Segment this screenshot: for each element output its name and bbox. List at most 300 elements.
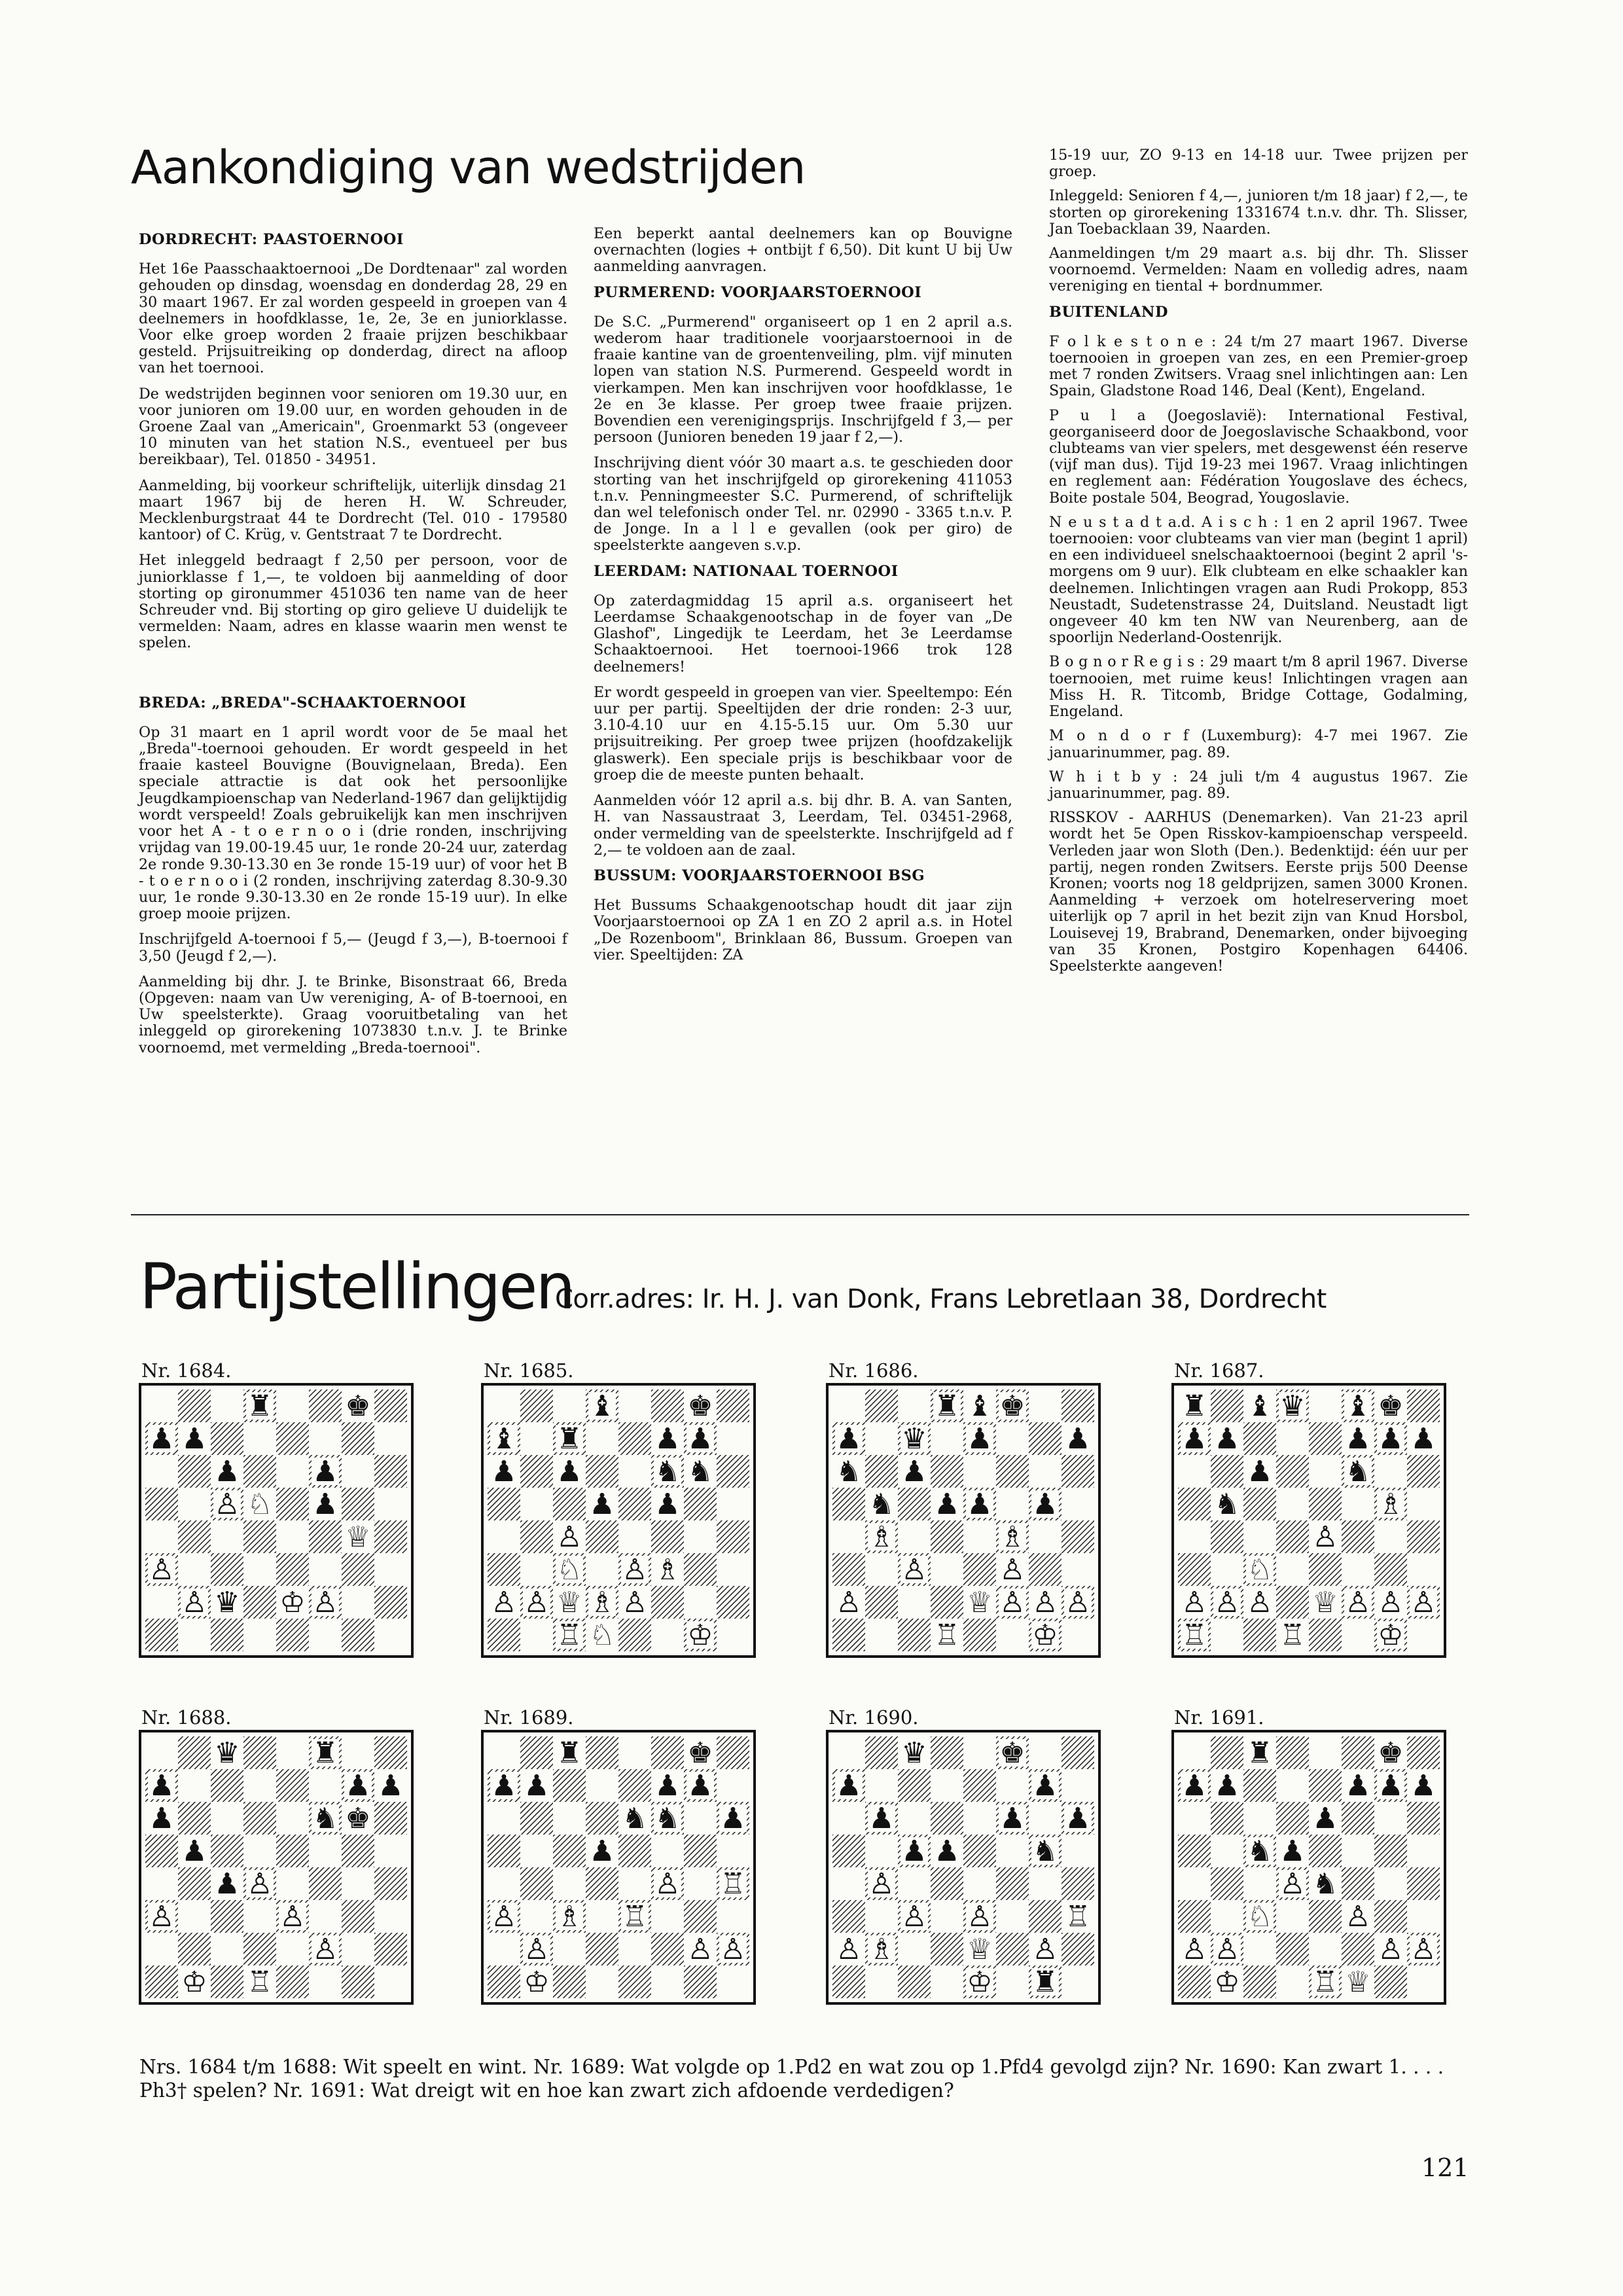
dark-square (717, 1455, 749, 1488)
dark-square (374, 1520, 407, 1553)
dark-square (520, 1390, 553, 1422)
dark-square (374, 1802, 407, 1835)
light-square (1276, 1422, 1309, 1455)
dark-square (865, 1390, 898, 1422)
white-pawn-icon: ♙ (654, 1867, 681, 1901)
light-square (1276, 1769, 1309, 1802)
white-pawn-icon: ♙ (967, 1900, 993, 1933)
dark-square (276, 1422, 309, 1455)
light-square (520, 1835, 553, 1867)
dark-square (309, 1520, 342, 1553)
light-square (374, 1619, 407, 1651)
light-square (898, 1520, 931, 1553)
light-square (898, 1390, 931, 1422)
dark-square (1342, 1802, 1374, 1835)
dark-square (618, 1488, 651, 1520)
light-square (1309, 1390, 1342, 1422)
dark-square (1309, 1619, 1342, 1651)
light-square (1178, 1802, 1211, 1835)
light-square (211, 1933, 243, 1965)
dark-square (1061, 1390, 1094, 1422)
light-square (898, 1867, 931, 1900)
white-pawn-icon: ♙ (312, 1933, 338, 1966)
black-queen-icon: ♛ (214, 1736, 240, 1770)
column-3 (1049, 147, 1468, 982)
light-square (931, 1900, 963, 1933)
correspondence-address: Corr.adres: Ir. H. J. van Donk, Frans Lebretlaan 38, Dordrecht (555, 1284, 1327, 1314)
dark-square (1342, 1933, 1374, 1965)
white-pawn-icon: ♙ (524, 1933, 550, 1966)
black-pawn-icon: ♟ (1214, 1422, 1240, 1456)
dark-square (520, 1520, 553, 1553)
light-square (145, 1455, 178, 1488)
dark-square (211, 1835, 243, 1867)
white-queen-icon: ♕ (1312, 1586, 1338, 1619)
white-pawn-icon: ♙ (1378, 1586, 1404, 1619)
white-pawn-icon: ♙ (901, 1900, 927, 1933)
black-pawn-icon: ♟ (934, 1488, 960, 1521)
dark-square (832, 1900, 865, 1933)
light-square (342, 1586, 374, 1619)
diagram-number: Nr. 1689. (484, 1706, 574, 1729)
light-square (618, 1736, 651, 1769)
dark-square (1374, 1965, 1407, 1998)
light-square (1407, 1900, 1440, 1933)
dark-square (1211, 1455, 1243, 1488)
light-square (309, 1965, 342, 1998)
white-pawn-icon: ♙ (524, 1586, 550, 1619)
white-queen-icon: ♕ (345, 1520, 371, 1554)
dark-square (931, 1520, 963, 1553)
light-square (520, 1619, 553, 1651)
black-knight-icon: ♞ (836, 1455, 862, 1488)
chess-board (481, 1383, 756, 1658)
dark-square (342, 1422, 374, 1455)
black-knight-icon: ♞ (622, 1802, 648, 1835)
black-pawn-icon: ♟ (181, 1422, 207, 1456)
light-square (684, 1867, 717, 1900)
paragraph: Er wordt gespeeld in groepen van vier. Speeltempo: Eén uur per partij. Speeltijden der drie ronden: 2-3 uur, 3.10-4.10 uur en 4.15-5.15 uur. Om 5.30 uur prijsuitreiking. Per groep twee prijzen (hoofdzakelijk glaswerk). Een speciale prijs is beschikbaar voor de groep die de meeste punten behaalt. (594, 683, 1012, 783)
black-rook-icon: ♜ (1032, 1965, 1058, 1999)
dark-square (1061, 1455, 1094, 1488)
white-bishop-icon: ♗ (868, 1520, 895, 1554)
dark-square (553, 1835, 586, 1867)
light-square (963, 1867, 996, 1900)
dark-square (1276, 1802, 1309, 1835)
paragraph: Op zaterdagmiddag 15 april a.s. organiseert het Leerdamse Schaakgenootschap in de foyer van „De Glashof", Lingedijk te Leerdam, het 3e Leerdamse Schaaktoernooi. Het toernooi-1966 trok 128 deelnemers! (594, 592, 1012, 675)
dark-square (178, 1736, 211, 1769)
dark-square (1276, 1736, 1309, 1769)
dark-square (1374, 1835, 1407, 1867)
dark-square (1243, 1488, 1276, 1520)
dark-square (1029, 1422, 1061, 1455)
black-pawn-icon: ♟ (1345, 1769, 1371, 1803)
light-square (1178, 1520, 1211, 1553)
dark-square (651, 1390, 684, 1422)
dark-square (374, 1455, 407, 1488)
black-knight-icon: ♞ (1345, 1455, 1371, 1488)
dark-square (1407, 1390, 1440, 1422)
light-square (488, 1520, 520, 1553)
dark-square (178, 1455, 211, 1488)
dark-square (1276, 1933, 1309, 1965)
black-bishop-icon: ♝ (967, 1390, 993, 1423)
light-square (1276, 1488, 1309, 1520)
white-pawn-icon: ♙ (901, 1553, 927, 1587)
black-pawn-icon: ♟ (868, 1802, 895, 1835)
black-king-icon: ♚ (687, 1390, 713, 1423)
black-knight-icon: ♞ (687, 1455, 713, 1488)
black-pawn-icon: ♟ (967, 1422, 993, 1456)
dark-square (684, 1900, 717, 1933)
dark-square (1178, 1965, 1211, 1998)
black-pawn-icon: ♟ (491, 1455, 517, 1488)
light-square (717, 1769, 749, 1802)
light-square (1374, 1802, 1407, 1835)
light-square (276, 1520, 309, 1553)
white-pawn-icon: ♙ (999, 1586, 1026, 1619)
dark-square (618, 1835, 651, 1867)
light-square (1029, 1736, 1061, 1769)
dark-square (618, 1619, 651, 1651)
light-square (996, 1965, 1029, 1998)
announcements-title: Aankondiging van wedstrijden (131, 141, 806, 194)
dark-square (1178, 1835, 1211, 1867)
white-rook-icon: ♖ (1065, 1900, 1091, 1933)
dark-square (1374, 1900, 1407, 1933)
dark-square (488, 1619, 520, 1651)
white-pawn-icon: ♙ (491, 1900, 517, 1933)
light-square (931, 1553, 963, 1586)
light-square (243, 1835, 276, 1867)
paragraph: Aanmelding bij dhr. J. te Brinke, Bisonstraat 66, Breda (Opgeven: naam van Uw vereniging, A- of B-toernooi, en Uw speelsterkte). Graag vooruitbetaling van het inleggeld op girorekening 1073830 t.n.v. J. te Brinke voornoemd, met vermelding „Breda-toernooi". (139, 973, 567, 1056)
dark-square (342, 1835, 374, 1867)
light-square (1178, 1867, 1211, 1900)
dark-square (309, 1390, 342, 1422)
dark-square (1407, 1867, 1440, 1900)
light-square (832, 1736, 865, 1769)
section-divider (131, 1214, 1469, 1215)
black-pawn-icon: ♟ (1279, 1835, 1306, 1868)
light-square (832, 1867, 865, 1900)
paragraph: F o l k e s t o n e : 24 t/m 27 maart 1967. Diverse toernooien in groepen van zes, en een Premier-groep met 7 ronden Zwitsers. Vraag snel inlichtingen aan: Len Spain, Gladstone Road 146, Deal (Kent), Engeland. (1049, 332, 1468, 400)
black-pawn-icon: ♟ (181, 1835, 207, 1868)
diagram-2 (481, 1358, 776, 1658)
black-knight-icon: ♞ (654, 1802, 681, 1835)
dark-square (276, 1488, 309, 1520)
light-square (651, 1965, 684, 1998)
white-pawn-icon: ♙ (1065, 1586, 1091, 1619)
dark-square (1309, 1422, 1342, 1455)
dark-square (553, 1769, 586, 1802)
black-pawn-icon: ♟ (654, 1769, 681, 1803)
light-square (309, 1835, 342, 1867)
white-rook-icon: ♖ (1279, 1619, 1306, 1652)
white-pawn-icon: ♙ (1181, 1586, 1207, 1619)
black-pawn-icon: ♟ (378, 1769, 404, 1803)
light-square (309, 1422, 342, 1455)
white-pawn-icon: ♙ (836, 1586, 862, 1619)
dark-square (1407, 1455, 1440, 1488)
white-rook-icon: ♖ (622, 1900, 648, 1933)
paragraph: Op 31 maart en 1 april wordt voor de 5e maal het „Breda"-toernooi gehouden. Er wordt gespeeld in het fraaie kasteel Bouvigne (Bouvignelaan, Breda). Een speciale attractie is dat ook het persoonlijke Jeugdkampioenschap van Nederland-1967 dan gelijktijdig wordt verspeeld! Zoals gebruikelijk kan men inschrijven voor het A - t o e r n o o i (drie ronden, inschrijving vrijdag van 19.00-19.45 uur, 1e ronde 20-24 uur, zaterdag 2e ronde 9.30-13.30 en 3e ronde 15-19 uur) of voor het B - t o e r n o o i (2 ronden, inschrijving zaterdag 8.30-9.30 uur, 1e ronde 9.30-13.30 en 2e ronde 15-19 uur). In elke groep mooie prijzen. (139, 723, 567, 923)
light-square (865, 1835, 898, 1867)
light-square (211, 1802, 243, 1835)
light-square (1243, 1520, 1276, 1553)
dark-square (931, 1933, 963, 1965)
dark-square (1029, 1553, 1061, 1586)
black-king-icon: ♚ (1378, 1390, 1404, 1423)
black-pawn-icon: ♟ (312, 1488, 338, 1521)
light-square (651, 1619, 684, 1651)
light-square (178, 1488, 211, 1520)
light-square (931, 1769, 963, 1802)
white-king-icon: ♔ (687, 1619, 713, 1652)
light-square (963, 1736, 996, 1769)
light-square (488, 1390, 520, 1422)
dark-square (1061, 1736, 1094, 1769)
white-pawn-icon: ♙ (181, 1586, 207, 1619)
white-pawn-icon: ♙ (279, 1900, 306, 1933)
light-square (1061, 1488, 1094, 1520)
black-bishop-icon: ♝ (1345, 1390, 1371, 1423)
paragraph: B o g n o r R e g i s : 29 maart t/m 8 april 1967. Diverse toernooien, met ruime keus! Inlichtingen vragen aan Miss H. R. Titcomb, Bridge Cottage, Godalming, Engeland. (1049, 653, 1468, 721)
light-square (1407, 1553, 1440, 1586)
light-square (1061, 1835, 1094, 1867)
light-square (243, 1422, 276, 1455)
light-square (898, 1802, 931, 1835)
light-square (963, 1520, 996, 1553)
black-bishop-icon: ♝ (589, 1390, 615, 1423)
light-square (996, 1422, 1029, 1455)
light-square (520, 1488, 553, 1520)
dark-square (832, 1553, 865, 1586)
dark-square (211, 1422, 243, 1455)
light-square (1407, 1965, 1440, 1998)
diagram-number: Nr. 1685. (484, 1359, 574, 1382)
dark-square (865, 1736, 898, 1769)
diagram-3 (826, 1358, 1120, 1658)
light-square (309, 1900, 342, 1933)
dark-square (586, 1520, 618, 1553)
light-square (488, 1736, 520, 1769)
white-queen-icon: ♕ (967, 1586, 993, 1619)
light-square (243, 1619, 276, 1651)
dark-square (963, 1769, 996, 1802)
black-pawn-icon: ♟ (1032, 1769, 1058, 1803)
light-square (145, 1586, 178, 1619)
white-pawn-icon: ♙ (1247, 1586, 1273, 1619)
dark-square (1243, 1769, 1276, 1802)
white-pawn-icon: ♙ (149, 1900, 175, 1933)
dark-square (520, 1736, 553, 1769)
black-knight-icon: ♞ (1032, 1835, 1058, 1868)
dark-square (832, 1619, 865, 1651)
light-square (178, 1553, 211, 1586)
dark-square (865, 1455, 898, 1488)
dark-square (963, 1553, 996, 1586)
light-square (1178, 1455, 1211, 1488)
dark-square (211, 1553, 243, 1586)
white-queen-icon: ♕ (1345, 1965, 1371, 1999)
dark-square (996, 1455, 1029, 1488)
light-square (374, 1900, 407, 1933)
light-square (1061, 1769, 1094, 1802)
black-pawn-icon: ♟ (589, 1835, 615, 1868)
dark-square (586, 1736, 618, 1769)
light-square (832, 1520, 865, 1553)
black-pawn-icon: ♟ (1181, 1769, 1207, 1803)
dark-square (520, 1455, 553, 1488)
black-king-icon: ♚ (1378, 1736, 1404, 1770)
paragraph: N e u s t a d t a.d. A i s c h : 1 en 2 april 1967. Twee toernooien: voor clubteams van vier man (begint 1 april) en een individueel snelschaaktoernooi (begint 2 april 's-morgens om 9 uur). Elk clubteam en elke schaakler kan deelnemen. Inlichtingen vragen aan Rudi Prokopp, 853 Neustadt, Sudetenstrasse 24, Duitsland. Neustadt ligt ongeveer 40 km ten NW van Neurenberg, aan de spoorlijn Nederland-Oostenrijk. (1049, 513, 1468, 647)
light-square (865, 1553, 898, 1586)
dark-square (931, 1736, 963, 1769)
chess-board (1171, 1383, 1446, 1658)
light-square (553, 1867, 586, 1900)
paragraph: Het inleggeld bedraagt f 2,50 per persoon, voor de juniorklasse f 1,—, te voldoen bij aanmelding of door storting op gironummer 451036 ten name van de heer Schreuder vnd. Bij storting op giro gelieve U duidelijk te vermelden: Naam, adres en klasse waarin men wenst te spelen. (139, 552, 567, 652)
black-king-icon: ♚ (687, 1736, 713, 1770)
white-king-icon: ♔ (1378, 1619, 1404, 1652)
dark-square (618, 1422, 651, 1455)
light-square (211, 1390, 243, 1422)
section-heading: DORDRECHT: PAASTOERNOOI (139, 231, 404, 248)
light-square (145, 1390, 178, 1422)
dark-square (1276, 1586, 1309, 1619)
dark-square (618, 1769, 651, 1802)
light-square (145, 1736, 178, 1769)
dark-square (931, 1867, 963, 1900)
diagram-number: Nr. 1684. (141, 1359, 232, 1382)
light-square (717, 1965, 749, 1998)
dark-square (1061, 1867, 1094, 1900)
paragraph: RISSKOV - AARHUS (Denemarken). Van 21-23 april wordt het 5e Open Risskov-kampioenschap verspeeld. Verleden jaar won Sloth (Den.). Bedenktijd: één uur per partij, negen ronden Zwitsers. Eerste prijs 500 Deense Kronen; voorts nog 18 geldprijzen, samen 3000 Kronen. Aanmelding + verzoek om hotelreservering moet uiterlijk op 7 april in het bezit zijn van Knud Horsbol, Louisevej 19, Brabrand, Denemarken, onder bijvoeging van 35 Kronen, Postgiro Kopenhagen 64406. Speelsterkte aangeven! (1049, 809, 1468, 975)
dark-square (651, 1586, 684, 1619)
black-pawn-icon: ♟ (1065, 1802, 1091, 1835)
dark-square (1342, 1867, 1374, 1900)
light-square (1178, 1736, 1211, 1769)
section-heading: BUITENLAND (1049, 303, 1168, 321)
dark-square (1407, 1802, 1440, 1835)
white-pawn-icon: ♙ (622, 1586, 648, 1619)
black-pawn-icon: ♟ (999, 1802, 1026, 1835)
black-king-icon: ♚ (345, 1390, 371, 1423)
dark-square (342, 1965, 374, 1998)
light-square (717, 1553, 749, 1586)
paragraph: Aanmelding, bij voorkeur schriftelijk, uiterlijk dinsdag 21 maart 1967 bij de heren H. W. Schreuder, Mecklenburgstraat 44 te Dordrecht (Tel. 010 - 179580 kantoor) of C. Krüg, v. Gentstraat 7 te Dordrecht. (139, 476, 567, 544)
dark-square (342, 1488, 374, 1520)
black-knight-icon: ♞ (312, 1802, 338, 1835)
white-rook-icon: ♖ (720, 1867, 746, 1901)
black-king-icon: ♚ (345, 1802, 371, 1835)
dark-square (309, 1867, 342, 1900)
dark-square (276, 1619, 309, 1651)
black-knight-icon: ♞ (1247, 1835, 1273, 1868)
dark-square (1061, 1933, 1094, 1965)
light-square (145, 1867, 178, 1900)
dark-square (243, 1933, 276, 1965)
dark-square (586, 1933, 618, 1965)
white-knight-icon: ♘ (556, 1553, 582, 1587)
light-square (1211, 1619, 1243, 1651)
white-pawn-icon: ♙ (149, 1553, 175, 1587)
dark-square (963, 1619, 996, 1651)
dark-square (717, 1390, 749, 1422)
light-square (865, 1900, 898, 1933)
paragraph: M o n d o r f (Luxemburg): 4-7 mei 1967. Zie januarinummer, pag. 89. (1049, 727, 1468, 761)
paragraph: Een beperkt aantal deelnemers kan op Bouvigne overnachten (logies + ontbijt f 6,50). Dit kunt U bij Uw aanmelding aanvragen. (594, 225, 1012, 276)
dark-square (374, 1736, 407, 1769)
black-pawn-icon: ♟ (687, 1769, 713, 1803)
white-pawn-icon: ♙ (1181, 1933, 1207, 1966)
dark-square (1061, 1520, 1094, 1553)
chess-board (1171, 1730, 1446, 2005)
dark-square (931, 1586, 963, 1619)
dark-square (145, 1835, 178, 1867)
dark-square (145, 1965, 178, 1998)
column-2 (594, 226, 1012, 973)
dark-square (832, 1965, 865, 1998)
dark-square (832, 1488, 865, 1520)
black-pawn-icon: ♟ (214, 1867, 240, 1901)
light-square (832, 1390, 865, 1422)
white-knight-icon: ♘ (247, 1488, 273, 1521)
dark-square (243, 1802, 276, 1835)
section-heading: BUSSUM: VOORJAARSTOERNOOI BSG (594, 867, 925, 884)
white-pawn-icon: ♙ (491, 1586, 517, 1619)
light-square (1374, 1867, 1407, 1900)
dark-square (1243, 1965, 1276, 1998)
light-square (1374, 1520, 1407, 1553)
light-square (1211, 1835, 1243, 1867)
light-square (342, 1455, 374, 1488)
white-rook-icon: ♖ (1312, 1965, 1338, 1999)
light-square (1342, 1488, 1374, 1520)
light-square (1276, 1553, 1309, 1586)
light-square (553, 1933, 586, 1965)
light-square (243, 1900, 276, 1933)
chess-board (481, 1730, 756, 2005)
light-square (865, 1965, 898, 1998)
black-pawn-icon: ♟ (1378, 1769, 1404, 1803)
dark-square (211, 1900, 243, 1933)
white-pawn-icon: ♙ (687, 1933, 713, 1966)
light-square (374, 1422, 407, 1455)
diagram-number: Nr. 1688. (141, 1706, 232, 1729)
dark-square (178, 1390, 211, 1422)
dark-square (243, 1736, 276, 1769)
light-square (1029, 1802, 1061, 1835)
diagram-6 (481, 1705, 776, 2005)
light-square (1029, 1455, 1061, 1488)
dark-square (1211, 1802, 1243, 1835)
black-knight-icon: ♞ (1312, 1867, 1338, 1901)
light-square (1309, 1736, 1342, 1769)
light-square (651, 1900, 684, 1933)
black-pawn-icon: ♟ (1032, 1488, 1058, 1521)
white-king-icon: ♔ (524, 1965, 550, 1999)
dark-square (651, 1736, 684, 1769)
light-square (618, 1867, 651, 1900)
light-square (211, 1520, 243, 1553)
dark-square (553, 1965, 586, 1998)
white-bishop-icon: ♗ (589, 1586, 615, 1619)
light-square (1407, 1488, 1440, 1520)
light-square (996, 1619, 1029, 1651)
light-square (553, 1390, 586, 1422)
dark-square (243, 1455, 276, 1488)
white-queen-icon: ♕ (967, 1933, 993, 1966)
